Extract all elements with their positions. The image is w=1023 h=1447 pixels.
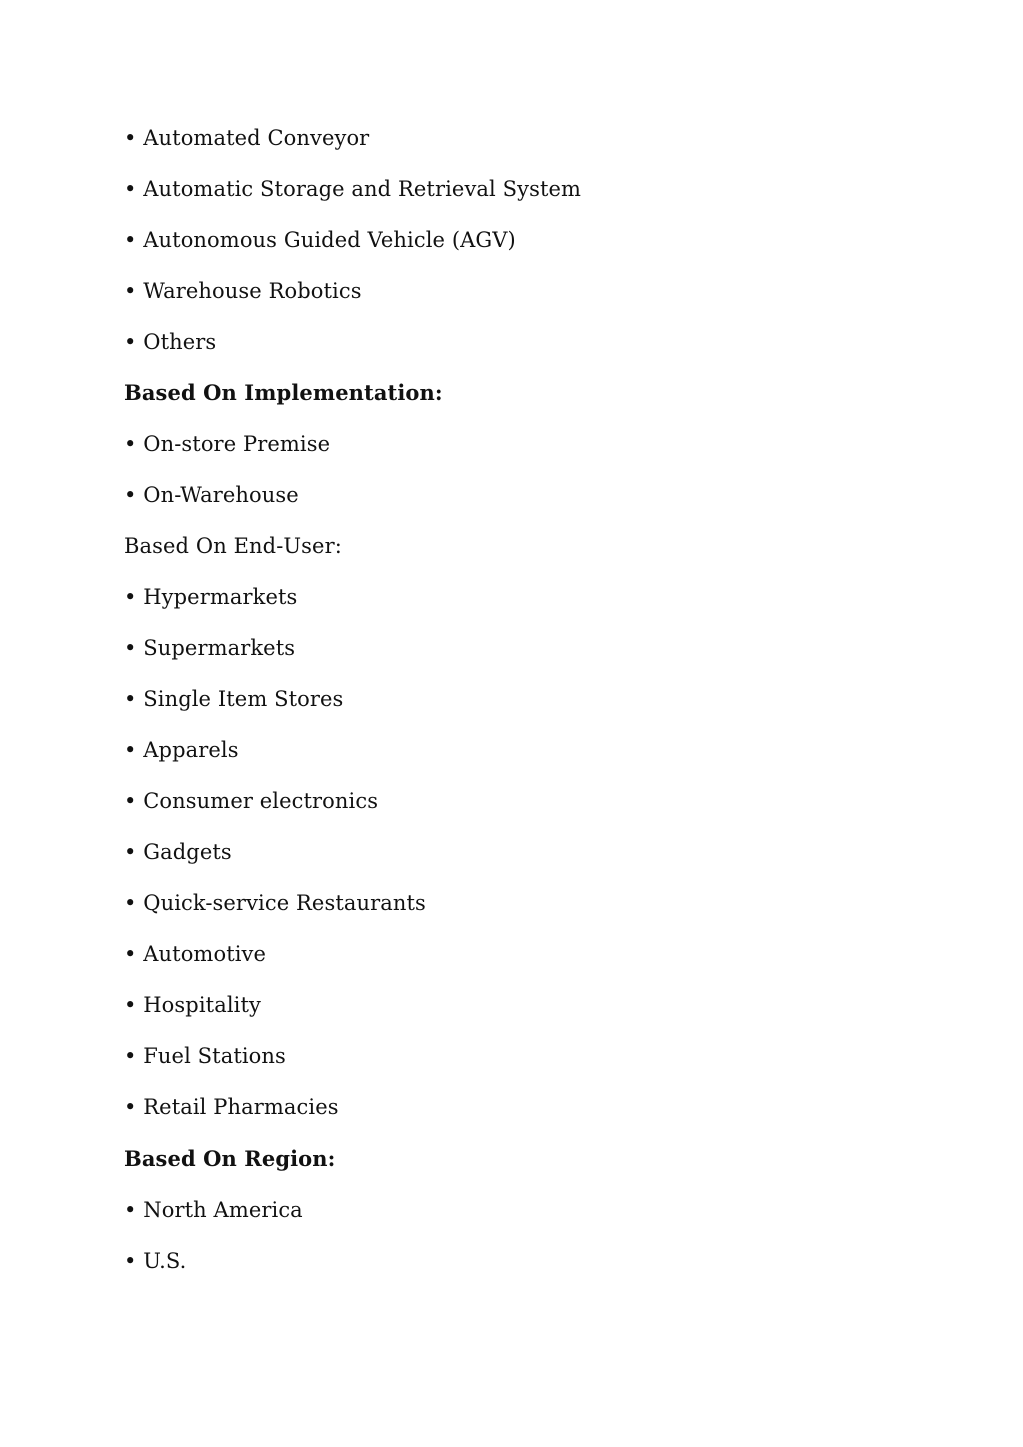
section-heading-implementation: Based On Implementation:: [124, 380, 443, 405]
list-item: • Automotive: [124, 942, 267, 966]
list-item: • Fuel Stations: [124, 1044, 286, 1068]
list-item: • North America: [124, 1198, 303, 1222]
list-item: • Hospitality: [124, 993, 261, 1017]
list-item: • Apparels: [124, 738, 239, 762]
list-item: • Supermarkets: [124, 636, 296, 660]
section-heading-end-user: Based On End-User:: [124, 534, 342, 558]
list-item: • Gadgets: [124, 840, 232, 864]
list-item: • Automatic Storage and Retrieval System: [124, 177, 582, 201]
list-item: • Autonomous Guided Vehicle (AGV): [124, 228, 516, 252]
list-item: • Retail Pharmacies: [124, 1095, 339, 1119]
list-item: • Single Item Stores: [124, 687, 344, 711]
section-heading-region: Based On Region:: [124, 1146, 336, 1171]
list-item: • On-Warehouse: [124, 483, 299, 507]
list-item: • Consumer electronics: [124, 789, 379, 813]
list-item: • Others: [124, 330, 217, 354]
list-item: • Quick-service Restaurants: [124, 891, 426, 915]
list-item: • Warehouse Robotics: [124, 279, 362, 303]
list-item: • On-store Premise: [124, 432, 331, 456]
list-item: • U.S.: [124, 1249, 187, 1273]
list-item: • Automated Conveyor: [124, 126, 370, 150]
list-item: • Hypermarkets: [124, 585, 298, 609]
